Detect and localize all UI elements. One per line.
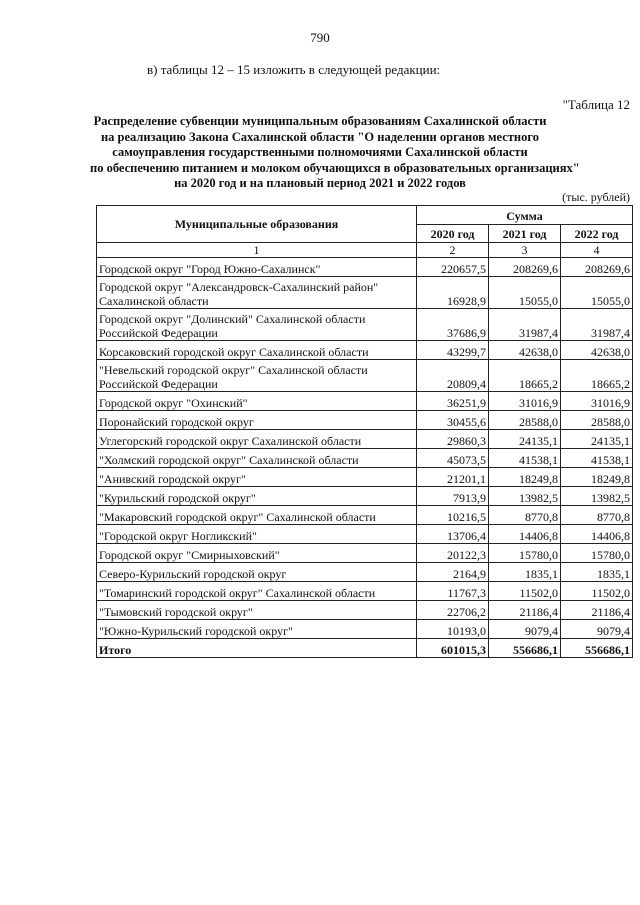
row-value-2021: 15055,0 [489, 277, 561, 309]
total-row [97, 639, 633, 658]
table-row [97, 392, 633, 411]
row-value-2021: 31016,9 [489, 392, 561, 411]
row-value-2020: 10193,0 [417, 620, 489, 639]
row-value-2021: 9079,4 [489, 620, 561, 639]
row-value-2020: 43299,7 [417, 341, 489, 360]
row-value-2020: 11767,3 [417, 582, 489, 601]
table-title [90, 114, 580, 192]
row-value-2020: 16928,9 [417, 277, 489, 309]
row-value-2022: 15055,0 [561, 277, 633, 309]
row-name: "Анивский городской округ" [97, 468, 417, 487]
row-name: Городской округ "Смирныховский" [97, 544, 417, 563]
row-value-2021: 11502,0 [489, 582, 561, 601]
header-year-2022: 2022 год [561, 224, 633, 243]
row-name: Северо-Курильский городской округ [97, 563, 417, 582]
row-value-2022: 18665,2 [561, 360, 633, 392]
row-name: "Невельский городской округ" Сахалинской области Российской Федерации [97, 360, 417, 392]
row-value-2020: 45073,5 [417, 449, 489, 468]
row-value-2021: 15780,0 [489, 544, 561, 563]
row-value-2022: 9079,4 [561, 620, 633, 639]
table-label: "Таблица 12 [562, 97, 630, 112]
header-sum: Сумма [417, 206, 633, 225]
row-value-2022: 28588,0 [561, 411, 633, 430]
row-value-2021: 42638,0 [489, 341, 561, 360]
row-value-2022: 14406,8 [561, 525, 633, 544]
row-name: Городской округ "Александровск-Сахалинский район" Сахалинской области [97, 277, 417, 309]
row-name: "Курильский городской округ" [97, 487, 417, 506]
row-value-2021: 28588,0 [489, 411, 561, 430]
row-name: Углегорский городской округ Сахалинской области [97, 430, 417, 449]
row-value-2022: 1835,1 [561, 563, 633, 582]
row-value-2021: 1835,1 [489, 563, 561, 582]
row-value-2021: 18249,8 [489, 468, 561, 487]
table-row [97, 468, 633, 487]
table-row [97, 277, 633, 309]
total-value-2022: 556686,1 [561, 639, 633, 658]
row-value-2020: 22706,2 [417, 601, 489, 620]
row-value-2022: 8770,8 [561, 506, 633, 525]
row-value-2021: 31987,4 [489, 309, 561, 341]
table-row [97, 360, 633, 392]
page-number: 790 [310, 30, 330, 45]
units-label: (тыс. рублей) [562, 190, 630, 204]
row-value-2022: 24135,1 [561, 430, 633, 449]
table-row [97, 563, 633, 582]
row-value-2022: 18249,8 [561, 468, 633, 487]
title-line: на 2020 год и на плановый период 2021 и 2022 годов [174, 176, 466, 190]
table-row [97, 544, 633, 563]
table-row [97, 525, 633, 544]
row-value-2021: 21186,4 [489, 601, 561, 620]
row-value-2021: 41538,1 [489, 449, 561, 468]
row-value-2022: 11502,0 [561, 582, 633, 601]
total-label: Итого [97, 639, 417, 658]
row-value-2020: 20809,4 [417, 360, 489, 392]
title-line: на реализацию Закона Сахалинской области "О наделении органов местного [100, 129, 539, 144]
row-value-2022: 31987,4 [561, 309, 633, 341]
table-row [97, 620, 633, 639]
table-row [97, 582, 633, 601]
row-value-2020: 2164,9 [417, 563, 489, 582]
row-value-2020: 13706,4 [417, 525, 489, 544]
row-value-2022: 21186,4 [561, 601, 633, 620]
title-line: по обеспечению питанием и молоком обучающихся в образовательных организациях" [90, 160, 580, 175]
row-value-2020: 29860,3 [417, 430, 489, 449]
row-name: "Городской округ Ногликский" [97, 525, 417, 544]
table-row [97, 430, 633, 449]
row-name: "Тымовский городской округ" [97, 601, 417, 620]
row-name: Корсаковский городской округ Сахалинской области [97, 341, 417, 360]
title-line: Распределение субвенции муниципальным образованиям Сахалинской области [93, 114, 547, 128]
table-row [97, 258, 633, 277]
row-value-2022: 208269,6 [561, 258, 633, 277]
row-value-2020: 7913,9 [417, 487, 489, 506]
row-name: Поронайский городской округ [97, 411, 417, 430]
row-value-2021: 18665,2 [489, 360, 561, 392]
row-name: Городской округ "Долинский" Сахалинской области Российской Федерации [97, 309, 417, 341]
table-row [97, 449, 633, 468]
row-value-2021: 8770,8 [489, 506, 561, 525]
row-value-2020: 10216,5 [417, 506, 489, 525]
row-name: Городской округ "Охинский" [97, 392, 417, 411]
row-value-2022: 31016,9 [561, 392, 633, 411]
row-name: Городской округ "Город Южно-Сахалинск" [97, 258, 417, 277]
total-value-2021: 556686,1 [489, 639, 561, 658]
row-name: "Южно-Курильский городской округ" [97, 620, 417, 639]
header-index: 1 [97, 243, 417, 258]
header-year-2020: 2020 год [417, 224, 489, 243]
row-value-2022: 13982,5 [561, 487, 633, 506]
row-value-2021: 208269,6 [489, 258, 561, 277]
table-row [97, 341, 633, 360]
total-value-2020: 601015,3 [417, 639, 489, 658]
table-row [97, 601, 633, 620]
row-value-2022: 41538,1 [561, 449, 633, 468]
table-row [97, 506, 633, 525]
header-index: 2 [417, 243, 489, 258]
row-value-2020: 30455,6 [417, 411, 489, 430]
table-row [97, 411, 633, 430]
row-value-2020: 21201,1 [417, 468, 489, 487]
table-row [97, 309, 633, 341]
header-index: 4 [561, 243, 633, 258]
row-value-2021: 14406,8 [489, 525, 561, 544]
row-value-2020: 36251,9 [417, 392, 489, 411]
row-value-2021: 24135,1 [489, 430, 561, 449]
row-value-2021: 13982,5 [489, 487, 561, 506]
row-name: "Макаровский городской округ" Сахалинской области [97, 506, 417, 525]
subvention-table [96, 205, 633, 658]
header-index: 3 [489, 243, 561, 258]
title-line: самоуправления государственными полномочиями Сахалинской области [112, 145, 528, 159]
header-year-2021: 2021 год [489, 224, 561, 243]
row-value-2020: 37686,9 [417, 309, 489, 341]
table-row [97, 487, 633, 506]
row-value-2022: 42638,0 [561, 341, 633, 360]
intro-text: в) таблицы 12 – 15 изложить в следующей редакции: [147, 62, 441, 77]
header-municipalities: Муниципальные образования [97, 206, 417, 243]
row-name: "Томаринский городской округ" Сахалинской области [97, 582, 417, 601]
row-value-2020: 220657,5 [417, 258, 489, 277]
row-value-2022: 15780,0 [561, 544, 633, 563]
row-name: "Холмский городской округ" Сахалинской области [97, 449, 417, 468]
row-value-2020: 20122,3 [417, 544, 489, 563]
